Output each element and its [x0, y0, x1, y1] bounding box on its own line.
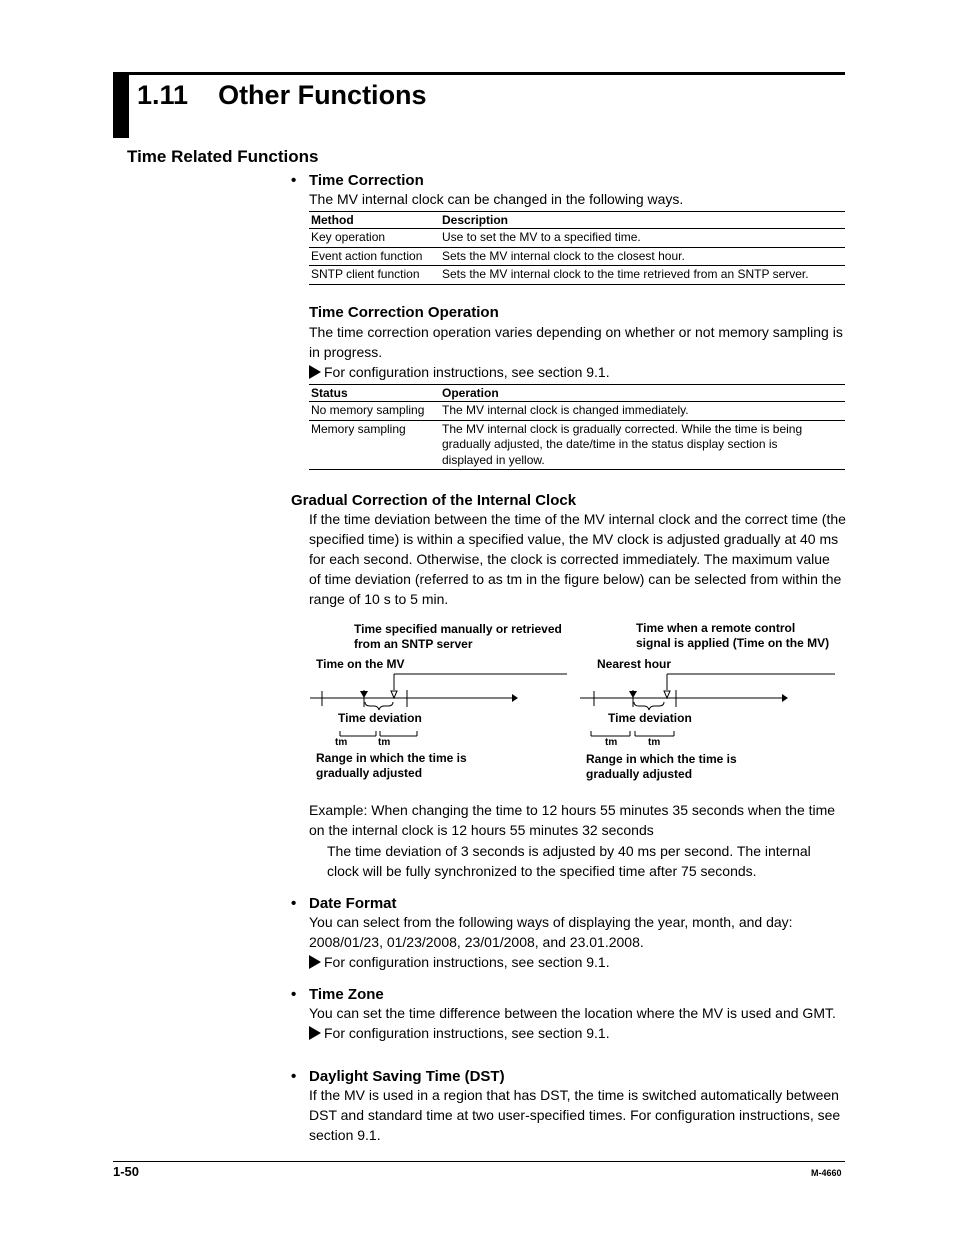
label-line: gradually adjusted	[586, 767, 693, 781]
mv-time-marker	[629, 691, 637, 698]
date-format-text	[309, 912, 793, 952]
page-number: 1-50	[113, 1164, 140, 1179]
label-line: gradually adjusted	[316, 766, 423, 780]
document-id: M-4660	[811, 1168, 842, 1178]
text-line: Example: When changing the time to 12 hours 55 minutes 35 seconds when the time	[309, 802, 836, 818]
left-top-label	[354, 622, 562, 652]
table-cell: Event action function	[309, 247, 440, 266]
date-format-title: Date Format	[309, 895, 397, 912]
label-line: Range in which the time is	[586, 752, 737, 766]
table-cell: Key operation	[309, 229, 440, 248]
right-axis-label: Nearest hour	[597, 657, 672, 671]
example-text	[309, 800, 835, 840]
table-cell: The MV internal clock is changed immediately.	[440, 402, 845, 421]
table-cell: Use to set the MV to a specified time.	[440, 229, 845, 248]
text-line: The time correction operation varies depending on whether or not memory sampling is	[309, 324, 843, 340]
table-row	[309, 402, 845, 421]
label-line: signal is applied (Time on the MV)	[636, 636, 830, 650]
status-table	[309, 384, 845, 470]
text-line: clock will be fully synchronized to the specified time after 75 seconds.	[327, 863, 757, 879]
table-row	[309, 420, 845, 470]
right-deviation-label: Time deviation	[608, 711, 692, 725]
footer-rule	[113, 1161, 845, 1162]
axis-arrow-right	[782, 694, 788, 702]
time-deviation-diagram	[300, 618, 845, 788]
text-line: section 9.1.	[309, 1127, 381, 1143]
label-line: from an SNTP server	[354, 637, 473, 651]
column-header: Operation	[440, 385, 845, 402]
left-range-label	[316, 751, 467, 781]
nearest-hour-marker	[664, 691, 670, 698]
label-line: Time when a remote control	[636, 621, 796, 635]
deviation-brace	[634, 702, 664, 710]
text-line: 2008/01/23, 01/23/2008, 23/01/2008, and 23.01.2008.	[309, 934, 644, 950]
time-correction-title: Time Correction	[309, 172, 424, 189]
text-line: The time deviation of 3 seconds is adjusted by 40 ms per second. The internal	[327, 843, 811, 859]
table-header-row	[309, 212, 845, 229]
reference-text: For configuration instructions, see section 9.1.	[324, 954, 610, 970]
right-top-label	[636, 621, 829, 651]
reference-text: For configuration instructions, see section 9.1.	[324, 364, 610, 380]
config-reference[interactable]	[309, 364, 610, 380]
table-header-row	[309, 385, 845, 402]
gradual-correction-text	[309, 509, 846, 609]
section-heading: Time Related Functions	[127, 147, 319, 166]
text-line: DST and standard time at two user-specified times. For configuration instructions, see	[309, 1107, 841, 1123]
text-line: on the internal clock is 12 hours 55 minutes 32 seconds	[309, 822, 654, 838]
example-detail	[327, 841, 811, 881]
tc-operation-text	[309, 322, 843, 362]
text-line: of time deviation (referred to as tm in the figure below) can be selected from within the	[309, 571, 842, 587]
table-cell: Memory sampling	[309, 420, 440, 470]
text-line: If the time deviation between the time of the MV internal clock and the correct time (the	[309, 511, 846, 527]
time-correction-intro: The MV internal clock can be changed in the following ways.	[309, 191, 684, 207]
table-cell: SNTP client function	[309, 266, 440, 285]
reference-text: For configuration instructions, see section 9.1.	[324, 1025, 610, 1041]
label-line: Range in which the time is	[316, 751, 467, 765]
table-row	[309, 247, 845, 266]
arrow-right-icon	[309, 955, 321, 969]
table-cell: Sets the MV internal clock to the closest hour.	[440, 247, 845, 266]
config-reference[interactable]	[309, 1025, 610, 1041]
chapter-title-rule	[129, 72, 845, 75]
left-tm-label: tm	[378, 737, 391, 748]
config-reference[interactable]	[309, 954, 610, 970]
cell-line: gradually adjusted, the date/time in the status display section is	[442, 437, 778, 451]
cell-line: The MV internal clock is gradually corrected. While the time is being	[442, 421, 803, 436]
bullet-date-format: •	[291, 895, 297, 912]
table-cell: Sets the MV internal clock to the time retrieved from an SNTP server.	[440, 266, 845, 285]
bullet-time-zone: •	[291, 986, 297, 1003]
text-line: range of 10 s to 5 min.	[309, 591, 449, 607]
table-row	[309, 266, 845, 285]
specified-time-marker	[391, 691, 397, 698]
text-line: in progress.	[309, 344, 383, 360]
dst-title: Daylight Saving Time (DST)	[309, 1068, 505, 1085]
gradual-correction-title: Gradual Correction of the Internal Clock	[291, 492, 577, 509]
time-zone-text: You can set the time difference between the location where the MV is used and GMT.	[309, 1005, 836, 1021]
time-zone-title: Time Zone	[309, 986, 384, 1003]
column-header: Status	[309, 385, 440, 402]
arrow-right-icon	[309, 365, 321, 379]
table-row	[309, 229, 845, 248]
right-range-label	[586, 752, 737, 782]
table-cell: No memory sampling	[309, 402, 440, 421]
text-line: If the MV is used in a region that has DST, the time is switched automatically between	[309, 1087, 839, 1103]
bullet-time-correction: •	[291, 172, 297, 189]
bullet-dst: •	[291, 1068, 297, 1085]
column-header: Method	[309, 212, 440, 229]
axis-arrow-left	[512, 694, 518, 702]
right-tm-label: tm	[648, 737, 661, 748]
left-axis-label: Time on the MV	[316, 657, 405, 671]
methods-table	[309, 211, 845, 285]
label-line: Time specified manually or retrieved	[354, 622, 562, 636]
tc-operation-title: Time Correction Operation	[309, 304, 499, 321]
text-line: for each second. Otherwise, the clock is corrected immediately. The maximum value	[309, 551, 830, 567]
text-line: You can select from the following ways of displaying the year, month, and day:	[309, 914, 793, 930]
right-tm-label: tm	[605, 737, 618, 748]
text-line: specified time) is within a specified value, the MV clock is adjusted gradually at 40 ms	[309, 531, 839, 547]
column-header: Description	[440, 212, 845, 229]
arrow-right-icon	[309, 1026, 321, 1040]
chapter-marker-bar	[113, 72, 129, 138]
deviation-brace	[365, 702, 393, 710]
cell-line: displayed in yellow.	[442, 452, 545, 467]
table-cell	[440, 420, 845, 470]
left-tm-label: tm	[335, 737, 348, 748]
dst-text	[309, 1085, 840, 1145]
mv-time-marker	[360, 691, 368, 698]
left-deviation-label: Time deviation	[338, 711, 422, 725]
chapter-title: 1.11 Other Functions	[137, 80, 427, 110]
